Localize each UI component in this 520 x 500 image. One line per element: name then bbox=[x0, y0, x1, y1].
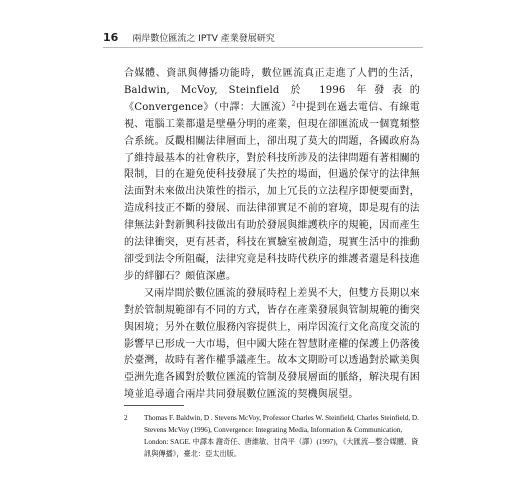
header-divider bbox=[103, 47, 423, 48]
running-header bbox=[103, 31, 275, 44]
footnote-divider bbox=[124, 405, 184, 406]
paragraph-1-text-continued: 中提到在過去電信、有線電視、電腦工業都還是壁壘分明的產業，但現在卻匯流成一個寬頻整合系統。反觀相關法律層面上，卻出現了莫大的問題，各國政府為了維持最基本的社會秩序，對於科技所涉及的法律問題有著相關的限制，目的在避免使科技發展了失控的場面，但過於保守的法律無法面對未來做出決策性的指示，加上冗長的立法程序即便要面對，造成科技正不斷的發展、而法律卻實足不前的窘境，即是現有的法律無法針對新興科技做出有助於發展與維護秩序的規範，因而產生的法律衝突，更有甚者，科技在實驗室被創造，現實生活中的推動卻受到法令所阻礙，法律究竟是科技時代秩序的維護者還是科技進步的絆腳石？頗值深慮。 bbox=[124, 101, 420, 282]
footnote-reference[interactable]: 2 bbox=[291, 100, 296, 108]
footnote-number: 2 bbox=[124, 414, 128, 422]
footnote-text: Thomas F. Baldwin, D . Stevens McVoy, Professor Charles W. Steinfield, Charles Steinfield, D. Stevens McVoy (1996), Convergence: Integrating Media, Information & Communication, London: SAGE. 中譯本 謝奇任、唐維敏、甘尚平（譯）(1997)，《大匯流—整合媒體、資訊與傳播》，臺北：亞太出版。 bbox=[144, 414, 419, 458]
body-text bbox=[124, 66, 420, 404]
paragraph-1 bbox=[124, 66, 420, 286]
page-number: 16 bbox=[103, 31, 119, 44]
paragraph-2: 又兩岸間於數位匯流的發展時程上差異不大，但雙方長期以來對於管制規範卻有不同的方式，皆存在產業發展與管制規範的衝突與困境；另外在數位服務內容提供上，兩岸因流行文化高度交流的影響早已形成一大市場，但中國大陸在智慧財產權的保護上仍落後於臺灣，故時有著作權爭議產生。故本文期盼可以透過對於歐美與亞洲先進各國對於數位匯流的管制及發展層面的脈絡，解決現有困境並追尋適合兩岸共同發展數位匯流的契機與展望。 bbox=[124, 287, 420, 401]
paragraph-1-text: 合媒體、資訊與傳播功能時，數位匯流真正走進了人們的生活，Baldwin, McVoy, Steinfield 於 1996 年發表的《Convergence》（中譯：大匯流） bbox=[124, 68, 420, 113]
footnote bbox=[124, 412, 420, 460]
running-title: 兩岸數位匯流之 IPTV 產業發展研究 bbox=[132, 34, 275, 44]
